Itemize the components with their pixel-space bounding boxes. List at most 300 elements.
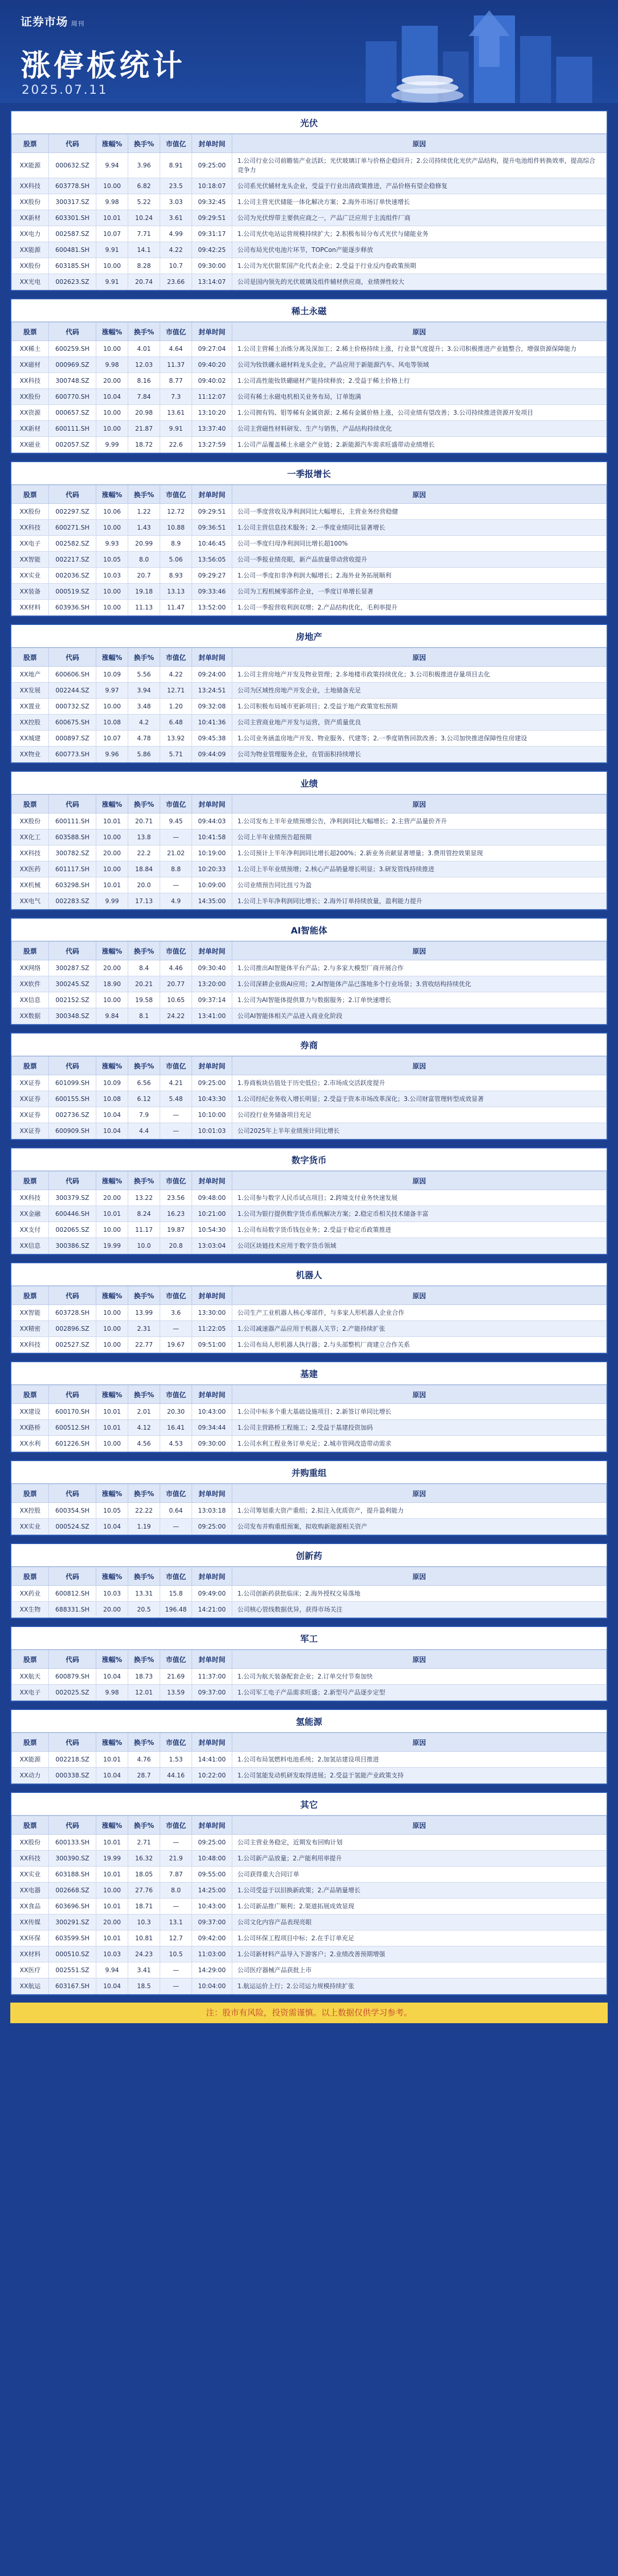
stock-code: 002218.SZ bbox=[49, 1752, 96, 1768]
gain-pct: 10.04 bbox=[96, 389, 128, 405]
gain-pct: 10.00 bbox=[96, 178, 128, 194]
limit-time: 09:32:45 bbox=[192, 194, 232, 210]
limit-time: 09:29:51 bbox=[192, 210, 232, 226]
column-header: 封单时间 bbox=[192, 1567, 232, 1586]
stock-name: XX动力 bbox=[12, 1768, 49, 1784]
gain-pct: 10.00 bbox=[96, 258, 128, 274]
sector-title: 稀土永磁 bbox=[11, 299, 607, 322]
turnover-pct: 20.99 bbox=[128, 536, 160, 552]
limit-reason: 公司文化内容产品表现亮眼 bbox=[232, 1914, 607, 1930]
stock-name: XX科技 bbox=[12, 520, 49, 536]
sector-section bbox=[10, 624, 608, 764]
limit-reason: 1.公司中标多个重大基础设施项目；2.新签订单同比增长 bbox=[232, 1404, 607, 1420]
sector-section bbox=[10, 1032, 608, 1140]
column-header: 股票 bbox=[12, 1172, 49, 1190]
limit-reason: 公司业绩预告同比扭亏为盈 bbox=[232, 877, 607, 893]
table-row bbox=[12, 504, 607, 520]
turnover-pct: 8.24 bbox=[128, 1206, 160, 1222]
column-header: 换手% bbox=[128, 795, 160, 814]
turnover-pct: 3.48 bbox=[128, 699, 160, 715]
limit-time: 13:56:05 bbox=[192, 552, 232, 568]
limit-reason: 1.公司一季报营收利润双增；2.产品结构优化，毛利率提升 bbox=[232, 600, 607, 616]
column-header: 换手% bbox=[128, 1816, 160, 1835]
sector-title: 氢能源 bbox=[11, 1710, 607, 1733]
turnover-pct: 22.22 bbox=[128, 1503, 160, 1519]
market-cap: — bbox=[160, 829, 192, 845]
table-row bbox=[12, 405, 607, 421]
limit-time: 13:27:59 bbox=[192, 437, 232, 453]
turnover-pct: 12.01 bbox=[128, 1685, 160, 1701]
gain-pct: 10.00 bbox=[96, 1321, 128, 1337]
gain-pct: 10.04 bbox=[96, 1669, 128, 1685]
turnover-pct: 13.22 bbox=[128, 1190, 160, 1206]
stock-table bbox=[11, 322, 607, 453]
column-header: 原因 bbox=[232, 1816, 607, 1835]
table-row bbox=[12, 829, 607, 845]
turnover-pct: 5.86 bbox=[128, 747, 160, 762]
turnover-pct: 11.17 bbox=[128, 1222, 160, 1238]
table-row bbox=[12, 1123, 607, 1139]
stock-code: 002623.SZ bbox=[49, 274, 96, 290]
column-header: 涨幅% bbox=[96, 1733, 128, 1752]
column-header: 代码 bbox=[49, 485, 96, 504]
column-header: 股票 bbox=[12, 1733, 49, 1752]
market-cap: 44.16 bbox=[160, 1768, 192, 1784]
table-row bbox=[12, 1851, 607, 1867]
market-cap: 10.65 bbox=[160, 992, 192, 1008]
market-cap: 8.9 bbox=[160, 536, 192, 552]
limit-reason: 公司主营业务稳定，近期发布回购计划 bbox=[232, 1835, 607, 1851]
gain-pct: 10.09 bbox=[96, 1075, 128, 1091]
column-header: 涨幅% bbox=[96, 134, 128, 153]
gain-pct: 20.00 bbox=[96, 845, 128, 861]
market-cap: 24.22 bbox=[160, 1008, 192, 1024]
column-header: 代码 bbox=[49, 323, 96, 341]
turnover-pct: 1.19 bbox=[128, 1519, 160, 1535]
limit-reason: 1.公司主营稀土冶炼分离及深加工；2.稀土价格持续上涨，行业景气度提升；3.公司积极推进产业链整合，增强资源保障能力 bbox=[232, 341, 607, 357]
stock-code: 000897.SZ bbox=[49, 731, 96, 747]
table-row bbox=[12, 1091, 607, 1107]
stock-code: 600481.SH bbox=[49, 242, 96, 258]
limit-time: 13:14:07 bbox=[192, 274, 232, 290]
gain-pct: 10.01 bbox=[96, 1420, 128, 1436]
column-header: 原因 bbox=[232, 942, 607, 960]
stock-code: 000732.SZ bbox=[49, 699, 96, 715]
stock-name: XX智能 bbox=[12, 552, 49, 568]
stock-code: 300287.SZ bbox=[49, 960, 96, 976]
limit-reason: 1.公司军工电子产品需求旺盛；2.新型号产品逐步定型 bbox=[232, 1685, 607, 1701]
table-header-row bbox=[12, 1816, 607, 1835]
gain-pct: 9.98 bbox=[96, 194, 128, 210]
limit-reason: 1.公司产品覆盖稀土永磁全产业链；2.新能源汽车需求旺盛带动业绩增长 bbox=[232, 437, 607, 453]
limit-time: 09:31:17 bbox=[192, 226, 232, 242]
stock-name: XX新材 bbox=[12, 210, 49, 226]
limit-time: 13:10:20 bbox=[192, 405, 232, 421]
column-header: 股票 bbox=[12, 1057, 49, 1075]
limit-time: 09:49:00 bbox=[192, 1586, 232, 1602]
market-cap: 6.48 bbox=[160, 715, 192, 731]
gain-pct: 20.00 bbox=[96, 373, 128, 389]
limit-time: 10:43:00 bbox=[192, 1899, 232, 1914]
stock-name: XX实业 bbox=[12, 1867, 49, 1883]
turnover-pct: 18.71 bbox=[128, 1899, 160, 1914]
stock-name: XX置业 bbox=[12, 699, 49, 715]
market-cap: 3.6 bbox=[160, 1305, 192, 1321]
table-row bbox=[12, 877, 607, 893]
stock-name: XX信息 bbox=[12, 1238, 49, 1254]
limit-reason: 1.公司高性能钕铁硼磁材产能持续释放；2.受益于稀土价格上行 bbox=[232, 373, 607, 389]
limit-time: 10:10:00 bbox=[192, 1107, 232, 1123]
table-row bbox=[12, 1930, 607, 1946]
stock-code: 002668.SZ bbox=[49, 1883, 96, 1899]
table-row bbox=[12, 536, 607, 552]
turnover-pct: 3.94 bbox=[128, 683, 160, 699]
table-row bbox=[12, 274, 607, 290]
limit-reason: 1.公司经纪业务收入增长明显；2.受益于资本市场改革深化；3.公司财富管理转型成效显著 bbox=[232, 1091, 607, 1107]
limit-reason: 1.公司主营房地产开发及物业管理；2.多地楼市政策持续优化；3.公司积极推进存量项目去化 bbox=[232, 667, 607, 683]
market-cap: 8.77 bbox=[160, 373, 192, 389]
market-cap: 19.87 bbox=[160, 1222, 192, 1238]
stock-name: XX路桥 bbox=[12, 1420, 49, 1436]
column-header: 代码 bbox=[49, 1286, 96, 1305]
limit-reason: 1.公司新品推广顺利；2.渠道拓展成效显现 bbox=[232, 1899, 607, 1914]
market-cap: 4.22 bbox=[160, 242, 192, 258]
stock-code: 600909.SH bbox=[49, 1123, 96, 1139]
market-cap: 23.56 bbox=[160, 1190, 192, 1206]
limit-reason: 公司是国内领先的光伏玻璃及组件辅材供应商，业绩弹性较大 bbox=[232, 274, 607, 290]
limit-reason: 1.公司布局氢燃料电池系统；2.加氢站建设项目推进 bbox=[232, 1752, 607, 1768]
stock-code: 002036.SZ bbox=[49, 568, 96, 584]
limit-reason: 公司医疗器械产品获批上市 bbox=[232, 1962, 607, 1978]
column-header: 涨幅% bbox=[96, 795, 128, 814]
gain-pct: 10.03 bbox=[96, 1586, 128, 1602]
turnover-pct: 17.13 bbox=[128, 893, 160, 909]
table-row bbox=[12, 1337, 607, 1353]
column-header: 股票 bbox=[12, 1567, 49, 1586]
table-row bbox=[12, 1404, 607, 1420]
gain-pct: 10.00 bbox=[96, 1222, 128, 1238]
table-row bbox=[12, 1305, 607, 1321]
turnover-pct: 3.41 bbox=[128, 1962, 160, 1978]
sector-section bbox=[10, 1709, 608, 1785]
gain-pct: 9.99 bbox=[96, 437, 128, 453]
limit-time: 13:37:40 bbox=[192, 421, 232, 437]
table-row bbox=[12, 1008, 607, 1024]
limit-time: 10:46:45 bbox=[192, 536, 232, 552]
column-header: 代码 bbox=[49, 1733, 96, 1752]
sector-section bbox=[10, 461, 608, 617]
stock-code: 002152.SZ bbox=[49, 992, 96, 1008]
stock-name: XX金融 bbox=[12, 1206, 49, 1222]
limit-time: 09:25:00 bbox=[192, 153, 232, 178]
gain-pct: 10.00 bbox=[96, 992, 128, 1008]
stock-name: XX控股 bbox=[12, 715, 49, 731]
stock-code: 600770.SH bbox=[49, 389, 96, 405]
turnover-pct: 20.5 bbox=[128, 1602, 160, 1618]
limit-time: 10:20:33 bbox=[192, 861, 232, 877]
stock-name: XX证券 bbox=[12, 1123, 49, 1139]
limit-reason: 公司AI智能体相关产品进入商业化阶段 bbox=[232, 1008, 607, 1024]
gain-pct: 10.08 bbox=[96, 715, 128, 731]
table-header-row bbox=[12, 1385, 607, 1404]
turnover-pct: 19.18 bbox=[128, 584, 160, 600]
table-header-row bbox=[12, 795, 607, 814]
sector-section bbox=[10, 1626, 608, 1702]
gain-pct: 19.99 bbox=[96, 1851, 128, 1867]
column-header: 市值亿 bbox=[160, 1650, 192, 1669]
column-header: 封单时间 bbox=[192, 323, 232, 341]
table-row bbox=[12, 584, 607, 600]
stock-name: XX证券 bbox=[12, 1091, 49, 1107]
market-cap: 9.45 bbox=[160, 814, 192, 829]
stock-name: XX能源 bbox=[12, 1752, 49, 1768]
sector-title: 军工 bbox=[11, 1627, 607, 1650]
stock-code: 603298.SH bbox=[49, 877, 96, 893]
limit-time: 14:41:00 bbox=[192, 1752, 232, 1768]
column-header: 代码 bbox=[49, 1385, 96, 1404]
stock-code: 000632.SZ bbox=[49, 153, 96, 178]
limit-time: 09:27:04 bbox=[192, 341, 232, 357]
gain-pct: 10.04 bbox=[96, 1768, 128, 1784]
stock-name: XX医疗 bbox=[12, 1962, 49, 1978]
turnover-pct: 8.28 bbox=[128, 258, 160, 274]
market-cap: 8.0 bbox=[160, 1883, 192, 1899]
column-header: 原因 bbox=[232, 795, 607, 814]
column-header: 换手% bbox=[128, 1567, 160, 1586]
turnover-pct: 7.71 bbox=[128, 226, 160, 242]
column-header: 换手% bbox=[128, 1286, 160, 1305]
column-header: 原因 bbox=[232, 134, 607, 153]
sector-section bbox=[10, 1361, 608, 1453]
gain-pct: 10.01 bbox=[96, 1899, 128, 1914]
table-header-row bbox=[12, 648, 607, 667]
table-header-row bbox=[12, 1286, 607, 1305]
stock-name: XX股份 bbox=[12, 504, 49, 520]
stock-name: XX机械 bbox=[12, 877, 49, 893]
limit-time: 09:30:00 bbox=[192, 1436, 232, 1452]
stock-name: XX软件 bbox=[12, 976, 49, 992]
column-header: 股票 bbox=[12, 1816, 49, 1835]
stock-name: XX建设 bbox=[12, 1404, 49, 1420]
market-cap: 9.91 bbox=[160, 421, 192, 437]
stock-code: 002297.SZ bbox=[49, 504, 96, 520]
column-header: 市值亿 bbox=[160, 134, 192, 153]
stock-name: XX光电 bbox=[12, 274, 49, 290]
turnover-pct: 6.56 bbox=[128, 1075, 160, 1091]
sector-title: 光伏 bbox=[11, 111, 607, 134]
turnover-pct: 8.16 bbox=[128, 373, 160, 389]
column-header: 封单时间 bbox=[192, 134, 232, 153]
market-cap: 4.64 bbox=[160, 341, 192, 357]
table-row bbox=[12, 747, 607, 762]
column-header: 股票 bbox=[12, 134, 49, 153]
limit-reason: 1.公司光伏电站运营规模持续扩大；2.积极布局分布式光伏与储能业务 bbox=[232, 226, 607, 242]
sector-section bbox=[10, 1543, 608, 1619]
market-cap: 4.9 bbox=[160, 893, 192, 909]
gain-pct: 10.00 bbox=[96, 341, 128, 357]
limit-reason: 1.公司创新药获批临床；2.海外授权交易落地 bbox=[232, 1586, 607, 1602]
table-row bbox=[12, 715, 607, 731]
stock-code: 603167.SH bbox=[49, 1978, 96, 1994]
table-row bbox=[12, 1222, 607, 1238]
gain-pct: 10.00 bbox=[96, 600, 128, 616]
column-header: 封单时间 bbox=[192, 1057, 232, 1075]
stock-code: 300317.SZ bbox=[49, 194, 96, 210]
turnover-pct: 18.84 bbox=[128, 861, 160, 877]
table-row bbox=[12, 1602, 607, 1618]
stock-table bbox=[11, 648, 607, 762]
column-header: 市值亿 bbox=[160, 942, 192, 960]
brand-sub: 周刊 bbox=[71, 20, 85, 27]
limit-reason: 1.公司新产品放量；2.产能利用率提升 bbox=[232, 1851, 607, 1867]
limit-time: 13:41:00 bbox=[192, 1008, 232, 1024]
market-cap: 11.37 bbox=[160, 357, 192, 373]
stock-code: 600773.SH bbox=[49, 747, 96, 762]
turnover-pct: 20.0 bbox=[128, 877, 160, 893]
table-row bbox=[12, 1978, 607, 1994]
turnover-pct: 7.9 bbox=[128, 1107, 160, 1123]
limit-reason: 公司获得重大合同订单 bbox=[232, 1867, 607, 1883]
sector-section bbox=[10, 298, 608, 454]
column-header: 涨幅% bbox=[96, 1385, 128, 1404]
stock-code: 000338.SZ bbox=[49, 1768, 96, 1784]
column-header: 股票 bbox=[12, 1650, 49, 1669]
market-cap: 8.93 bbox=[160, 568, 192, 584]
turnover-pct: 19.58 bbox=[128, 992, 160, 1008]
turnover-pct: 8.4 bbox=[128, 960, 160, 976]
stock-table bbox=[11, 1385, 607, 1452]
column-header: 涨幅% bbox=[96, 1286, 128, 1305]
column-header: 股票 bbox=[12, 1385, 49, 1404]
market-cap: — bbox=[160, 1321, 192, 1337]
limit-reason: 1.公司为航天装备配套企业；2.订单交付节奏加快 bbox=[232, 1669, 607, 1685]
stock-code: 300390.SZ bbox=[49, 1851, 96, 1867]
sector-section bbox=[10, 110, 608, 291]
limit-time: 09:30:00 bbox=[192, 258, 232, 274]
limit-reason: 1.券商板块估值处于历史低位；2.市场成交活跃度提升 bbox=[232, 1075, 607, 1091]
turnover-pct: 22.77 bbox=[128, 1337, 160, 1353]
column-header: 市值亿 bbox=[160, 1172, 192, 1190]
limit-time: 10:09:00 bbox=[192, 877, 232, 893]
market-cap: 4.21 bbox=[160, 1075, 192, 1091]
page-title: 涨停板统计 bbox=[21, 48, 186, 83]
limit-time: 09:42:25 bbox=[192, 242, 232, 258]
column-header: 原因 bbox=[232, 648, 607, 667]
stock-code: 603188.SH bbox=[49, 1867, 96, 1883]
table-row bbox=[12, 210, 607, 226]
column-header: 股票 bbox=[12, 795, 49, 814]
column-header: 原因 bbox=[232, 323, 607, 341]
limit-reason: 公司发布并购重组预案，拟收购新能源相关资产 bbox=[232, 1519, 607, 1535]
market-cap: 16.41 bbox=[160, 1420, 192, 1436]
stock-name: XX科技 bbox=[12, 178, 49, 194]
market-cap: — bbox=[160, 1123, 192, 1139]
gain-pct: 9.84 bbox=[96, 1008, 128, 1024]
stock-name: XX资源 bbox=[12, 405, 49, 421]
stock-code: 600271.SH bbox=[49, 520, 96, 536]
stock-name: XX支付 bbox=[12, 1222, 49, 1238]
turnover-pct: 28.7 bbox=[128, 1768, 160, 1784]
turnover-pct: 13.31 bbox=[128, 1586, 160, 1602]
gain-pct: 10.00 bbox=[96, 1883, 128, 1899]
market-cap: 4.99 bbox=[160, 226, 192, 242]
sector-title: 数字货币 bbox=[11, 1148, 607, 1171]
table-row bbox=[12, 1946, 607, 1962]
column-header: 封单时间 bbox=[192, 485, 232, 504]
column-header: 原因 bbox=[232, 485, 607, 504]
gain-pct: 10.00 bbox=[96, 1436, 128, 1452]
table-row bbox=[12, 1503, 607, 1519]
sector-title: 创新药 bbox=[11, 1544, 607, 1567]
limit-reason: 公司区块链技术应用于数字货币领域 bbox=[232, 1238, 607, 1254]
turnover-pct: 18.5 bbox=[128, 1978, 160, 1994]
market-cap: 4.22 bbox=[160, 667, 192, 683]
sector-section bbox=[10, 771, 608, 910]
table-row bbox=[12, 242, 607, 258]
stock-name: XX精密 bbox=[12, 1321, 49, 1337]
gain-pct: 20.00 bbox=[96, 1602, 128, 1618]
table-row bbox=[12, 437, 607, 453]
stock-code: 603185.SH bbox=[49, 258, 96, 274]
limit-time: 09:44:09 bbox=[192, 747, 232, 762]
limit-time: 13:03:04 bbox=[192, 1238, 232, 1254]
limit-reason: 1.公司受益于以旧换新政策；2.产品销量增长 bbox=[232, 1883, 607, 1899]
market-cap: — bbox=[160, 1962, 192, 1978]
limit-time: 14:35:00 bbox=[192, 893, 232, 909]
table-row bbox=[12, 1752, 607, 1768]
limit-time: 09:51:00 bbox=[192, 1337, 232, 1353]
market-cap: 4.46 bbox=[160, 960, 192, 976]
stock-code: 002582.SZ bbox=[49, 536, 96, 552]
stock-table bbox=[11, 1816, 607, 1994]
stock-name: XX智能 bbox=[12, 1305, 49, 1321]
column-header: 市值亿 bbox=[160, 1057, 192, 1075]
limit-time: 11:22:05 bbox=[192, 1321, 232, 1337]
gain-pct: 10.04 bbox=[96, 1978, 128, 1994]
column-header: 换手% bbox=[128, 1650, 160, 1669]
stock-code: 300348.SZ bbox=[49, 1008, 96, 1024]
market-cap: 20.30 bbox=[160, 1404, 192, 1420]
stock-name: XX证券 bbox=[12, 1107, 49, 1123]
stock-name: XX证券 bbox=[12, 1075, 49, 1091]
limit-reason: 1.公司筹划重大资产重组；2.拟注入优质资产，提升盈利能力 bbox=[232, 1503, 607, 1519]
limit-reason: 1.公司推出AI智能体平台产品；2.与多家大模型厂商开展合作 bbox=[232, 960, 607, 976]
column-header: 涨幅% bbox=[96, 1816, 128, 1835]
turnover-pct: 20.98 bbox=[128, 405, 160, 421]
limit-time: 09:45:38 bbox=[192, 731, 232, 747]
sector-title: 券商 bbox=[11, 1033, 607, 1056]
stock-name: XX航运 bbox=[12, 1978, 49, 1994]
column-header: 市值亿 bbox=[160, 1385, 192, 1404]
stock-name: XX材料 bbox=[12, 1946, 49, 1962]
stock-table bbox=[11, 794, 607, 909]
market-cap: 19.67 bbox=[160, 1337, 192, 1353]
column-header: 代码 bbox=[49, 1172, 96, 1190]
column-header: 封单时间 bbox=[192, 795, 232, 814]
table-row bbox=[12, 960, 607, 976]
column-header: 代码 bbox=[49, 134, 96, 153]
gain-pct: 10.00 bbox=[96, 1305, 128, 1321]
table-row bbox=[12, 1914, 607, 1930]
stock-code: 002057.SZ bbox=[49, 437, 96, 453]
table-row bbox=[12, 861, 607, 877]
market-cap: 5.06 bbox=[160, 552, 192, 568]
limit-time: 10:43:30 bbox=[192, 1091, 232, 1107]
turnover-pct: 13.8 bbox=[128, 829, 160, 845]
limit-reason: 1.公司主营路桥工程施工；2.受益于基建投资加码 bbox=[232, 1420, 607, 1436]
gain-pct: 10.01 bbox=[96, 1404, 128, 1420]
limit-time: 09:29:27 bbox=[192, 568, 232, 584]
